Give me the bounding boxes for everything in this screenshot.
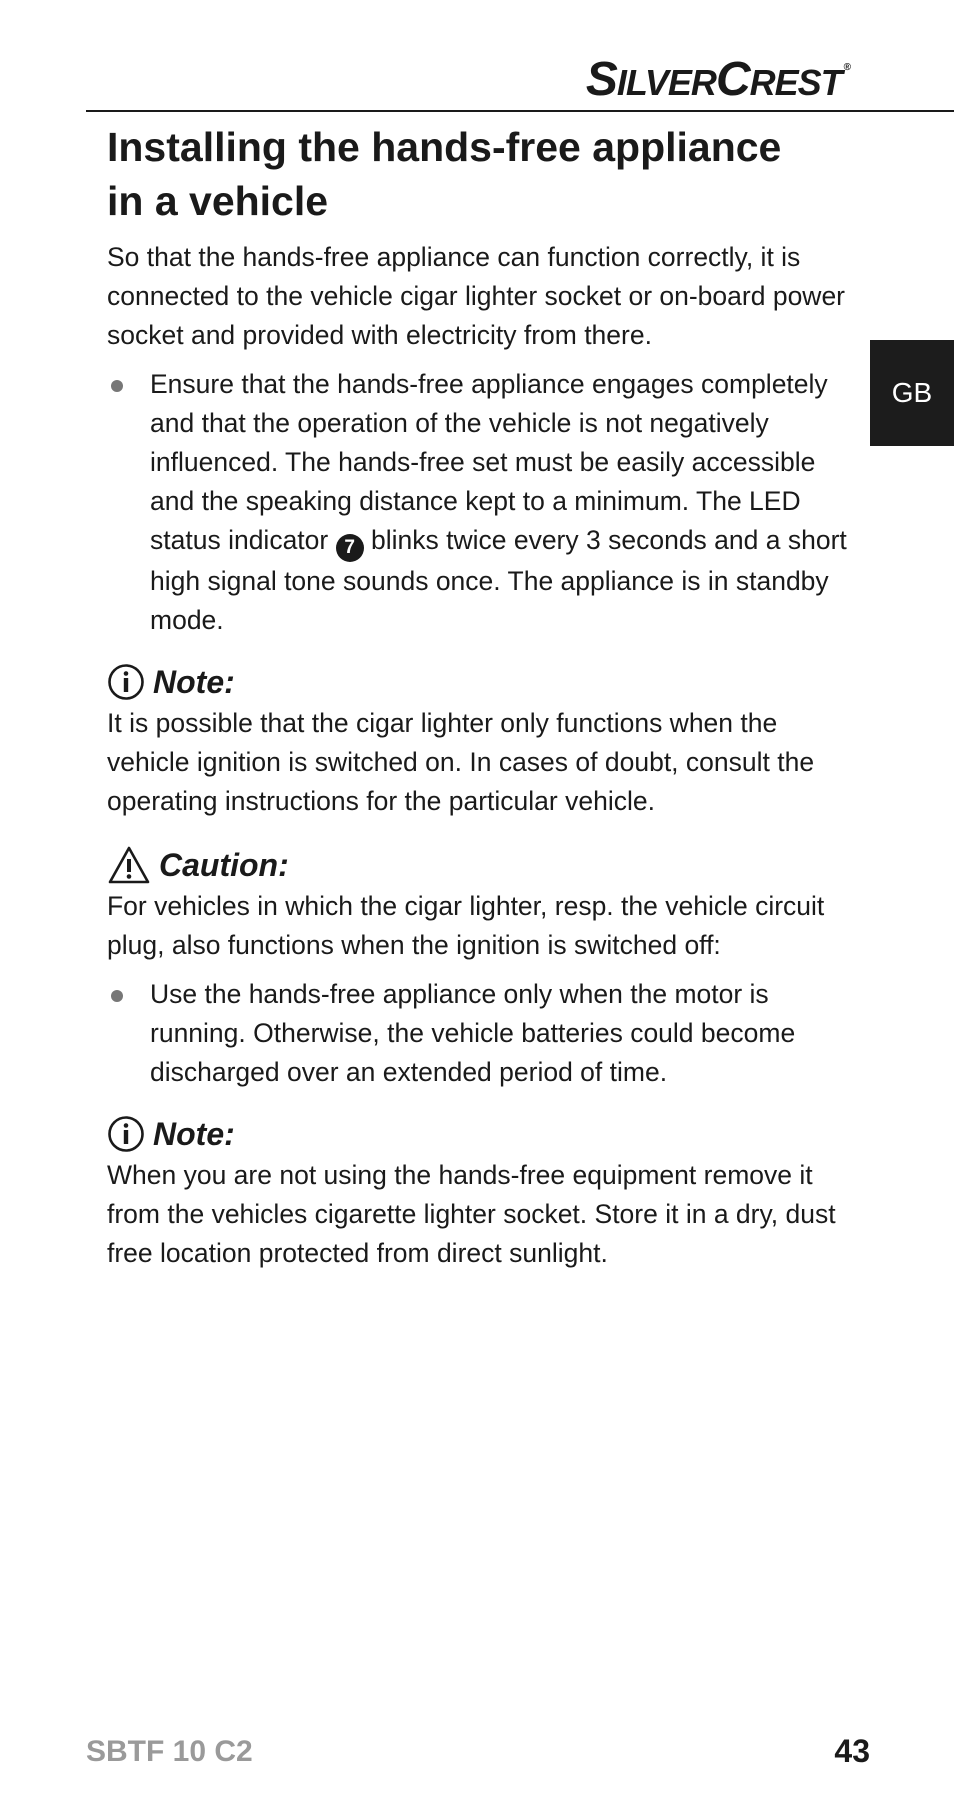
- language-tab: [870, 340, 954, 446]
- note-text: When you are not using the hands-free equipment remove it from the vehicles cigarette lighter socket. Store it in a dry, dust free location protected from direct sunlight.: [107, 1160, 836, 1268]
- brand-logo: SILVERCREST ®: [585, 53, 850, 106]
- note-heading: Note:: [107, 1114, 849, 1154]
- intro-paragraph: So that the hands-free appliance can function correctly, it is connected to the vehicle cigar lighter socket or on-board power socket and provided with electricity from there.: [107, 242, 846, 350]
- note-heading: Note:: [107, 662, 849, 702]
- caution-text: For vehicles in which the cigar lighter, resp. the vehicle circuit plug, also functions when the ignition is switched off:: [107, 891, 825, 960]
- info-icon: [107, 1115, 145, 1153]
- warning-triangle-icon: [107, 845, 151, 885]
- bullet-icon: [111, 380, 123, 392]
- bullet-icon: [111, 990, 123, 1002]
- note-text: It is possible that the cigar lighter only functions when the vehicle ignition is switched on. In cases of doubt, consult the operating instructions for the particular vehicle.: [107, 708, 815, 816]
- page-content: [107, 120, 849, 1273]
- section-title: Installing the hands-free appliance in a vehicle: [107, 124, 782, 224]
- list-item: Ensure that the hands-free appliance engages completely and that the operation of the vehicle is not negatively influenced. The hands-free set must be easily accessible and the speaking distance kept to a minimum. The LED status indicator 7 blinks twice every 3 seconds and a short high signal tone sounds once. The appliance is in standby mode.: [107, 365, 849, 640]
- caution-heading: Caution:: [107, 845, 849, 885]
- led-indicator-number-icon: 7: [336, 534, 364, 562]
- info-icon: [107, 663, 145, 701]
- language-tab-label: GB: [891, 377, 933, 408]
- page-number: 43: [834, 1733, 870, 1769]
- list-item: Use the hands-free appliance only when the motor is running. Otherwise, the vehicle batteries could become discharged over an extended period of time.: [107, 975, 849, 1092]
- header-divider: [86, 110, 954, 112]
- model-number: SBTF 10 C2: [86, 1735, 253, 1768]
